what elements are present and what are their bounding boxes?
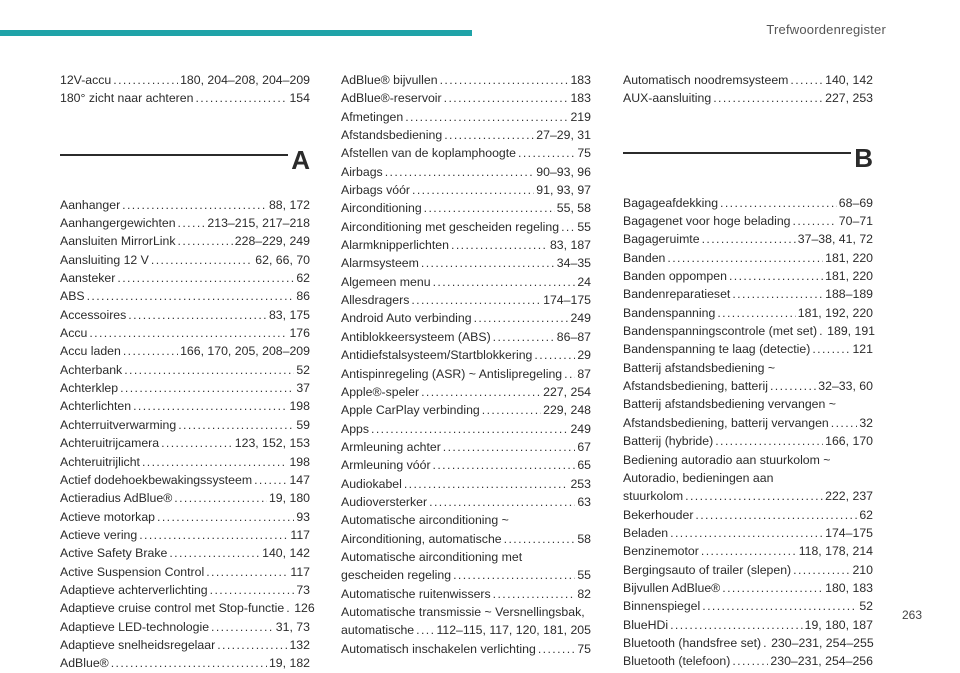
index-entry: Active Safety Brake ..... 140, 142 [60,544,310,562]
index-entry-line: Autoradio, bedieningen aan [623,470,774,485]
index-entry: Active Suspension Control ..... 117 [60,563,310,581]
index-entry: Actieradius AdBlue® ..... 19, 180 [60,489,310,507]
index-entry: Accu ..... 176 [60,324,310,342]
index-entry: Airconditioning met gescheiden regeling ..... 55 [341,218,591,236]
index-entry: Audiokabel ..... 253 [341,475,591,493]
index-entry: Adaptieve achterverlichting ..... 73 [60,581,310,599]
index-entry: Alarmknipperlichten ..... 83, 187 [341,236,591,254]
index-entry: Airconditioning ..... 55, 58 [341,199,591,217]
index-group-numeric [60,71,310,108]
index-entry: Antiblokkeersysteem (ABS) ..... 86–87 [341,328,591,346]
index-entry: Automatisch noodremsysteem ..... 140, 142 [623,71,873,89]
index-entry: Actieve vering ..... 117 [60,526,310,544]
index-entry: AdBlue®-reservoir ..... 183 [341,89,591,107]
index-entry: automatische ..... 112–115, 117, 120, 181, 205 [341,621,591,639]
index-entry: Achteruitrijlicht ..... 198 [60,453,310,471]
index-entry-line: Batterij afstandsbediening ~ [623,360,776,375]
header-accent-bar [0,30,472,36]
index-entry: Allesdragers ..... 174–175 [341,291,591,309]
index-entry: Afstandsbediening, batterij vervangen ..... 32 [623,414,873,432]
index-entry: Afstandsbediening ..... 27–29, 31 [341,126,591,144]
index-entry: Bandenspanning ..... 181, 192, 220 [623,304,873,322]
letter-heading-a [60,144,310,184]
index-entry: Algemeen menu ..... 24 [341,273,591,291]
index-entry: Achterlichten ..... 198 [60,397,310,415]
index-entry: Android Auto verbinding ..... 249 [341,309,591,327]
index-entry: Audioversterker ..... 63 [341,493,591,511]
letter-divider [623,152,851,154]
index-entry: Airbags vóór ..... 91, 93, 97 [341,181,591,199]
index-entry: BlueHDi ..... 19, 180, 187 [623,616,873,634]
index-entry: Aanhanger ..... 88, 172 [60,196,310,214]
index-entry: Batterij (hybride) ..... 166, 170 [623,432,873,450]
letter-b: B [854,142,873,173]
index-entry: Actieve motorkap ..... 93 [60,508,310,526]
index-entry: Bekerhouder ..... 62 [623,506,873,524]
letter-divider [60,154,288,156]
index-entry: Aanhangergewichten ..... 213–215, 217–218 [60,214,310,232]
index-entry: Bagageafdekking ..... 68–69 [623,194,873,212]
index-entry: gescheiden regeling ..... 55 [341,566,591,584]
index-entry: Achterklep ..... 37 [60,379,310,397]
index-entry: Afstellen van de koplamphoogte ..... 75 [341,144,591,162]
index-entry: Binnenspiegel ..... 52 [623,597,873,615]
index-entry: Adaptieve snelheidsregelaar ..... 132 [60,636,310,654]
index-entry: Automatisch inschakelen verlichting ..... 75 [341,640,591,658]
index-entry: 12V-accu ..... 180, 204–208, 204–209 [60,71,310,89]
index-entry: Adaptieve LED-technologie ..... 31, 73 [60,618,310,636]
index-entry: Apps ..... 249 [341,420,591,438]
index-entry: Achterbank ..... 52 [60,361,310,379]
index-entry: Banden ..... 181, 220 [623,249,873,267]
index-entry: Afmetingen ..... 219 [341,108,591,126]
index-entry: Aansteker ..... 62 [60,269,310,287]
index-entry: Accu laden ..... 166, 170, 205, 208–209 [60,342,310,360]
index-entry: AdBlue® bijvullen ..... 183 [341,71,591,89]
index-entry: Accessoires ..... 83, 175 [60,306,310,324]
section-title: Trefwoordenregister [766,22,886,37]
index-entry: Automatische ruitenwissers ..... 82 [341,585,591,603]
index-entry: Bagagenet voor hoge belading ..... 70–71 [623,212,873,230]
index-entry: Aansluiting 12 V ..... 62, 66, 70 [60,251,310,269]
index-entry-line: Batterij afstandsbediening vervangen ~ [623,397,836,412]
index-entry: Achterruitverwarming ..... 59 [60,416,310,434]
index-entry: Bijvullen AdBlue® ..... 180, 183 [623,579,873,597]
index-entry-line: Automatische transmissie ~ Versnellingsbak, [341,604,585,619]
index-entry: Benzinemotor ..... 118, 178, 214 [623,542,873,560]
index-entry: Bandenspanningscontrole (met set) ..... 189, 191 [623,322,873,340]
index-entry-line: Automatische airconditioning ~ [341,513,509,528]
index-entry: Beladen ..... 174–175 [623,524,873,542]
index-entry: Actief dodehoekbewakingssysteem ..... 147 [60,471,310,489]
index-entry: AdBlue® ..... 19, 182 [60,654,310,672]
index-entry: Alarmsysteem ..... 34–35 [341,254,591,272]
index-group-a [60,196,315,673]
index-entry: AUX-aansluiting ..... 227, 253 [623,89,873,107]
index-entry: Apple CarPlay verbinding ..... 229, 248 [341,401,591,419]
index-entry: Bandenreparatieset ..... 188–189 [623,285,873,303]
index-entry: Bluetooth (telefoon) ..... 230–231, 254–256 [623,652,873,670]
index-entry: Afstandsbediening, batterij ..... 32–33, 60 [623,377,873,395]
index-entry: ABS ..... 86 [60,287,310,305]
index-entry: Bluetooth (handsfree set) ..... 230–231, 254–255 [623,634,873,652]
index-entry: Bandenspanning te laag (detectie) ..... 121 [623,340,873,358]
index-entry: Banden oppompen ..... 181, 220 [623,267,873,285]
index-entry: Antispinregeling (ASR) ~ Antislipregeling ..... 87 [341,365,591,383]
index-entry: Apple®-speler ..... 227, 254 [341,383,591,401]
letter-a: A [291,144,310,175]
letter-heading-b [623,142,873,182]
index-entry: Airbags ..... 90–93, 96 [341,163,591,181]
index-entry: Airconditioning, automatische ..... 58 [341,530,591,548]
index-entry: Achteruitrijcamera ..... 123, 152, 153 [60,434,310,452]
index-entry: Bagageruimte ..... 37–38, 41, 72 [623,230,873,248]
page-number: 263 [901,608,922,622]
index-entry: Antidiefstalsysteem/Startblokkering ..... 29 [341,346,591,364]
index-entry: 180° zicht naar achteren ..... 154 [60,89,310,107]
index-entry: Bergingsauto of trailer (slepen) ..... 210 [623,561,873,579]
index-entry: Aansluiten MirrorLink ..... 228–229, 249 [60,232,310,250]
index-entry: Adaptieve cruise control met Stop-functie ..... 126 [60,599,310,617]
index-entry: stuurkolom ..... 222, 237 [623,487,873,505]
index-entry: Armleuning vóór ..... 65 [341,456,591,474]
index-entry: Armleuning achter ..... 67 [341,438,591,456]
index-column-1 [60,71,315,673]
index-column-3 [623,71,876,671]
index-entry-line: Bediening autoradio aan stuurkolom ~ [623,452,831,467]
index-column-2 [341,71,591,658]
index-entry-line: Automatische airconditioning met [341,549,523,564]
